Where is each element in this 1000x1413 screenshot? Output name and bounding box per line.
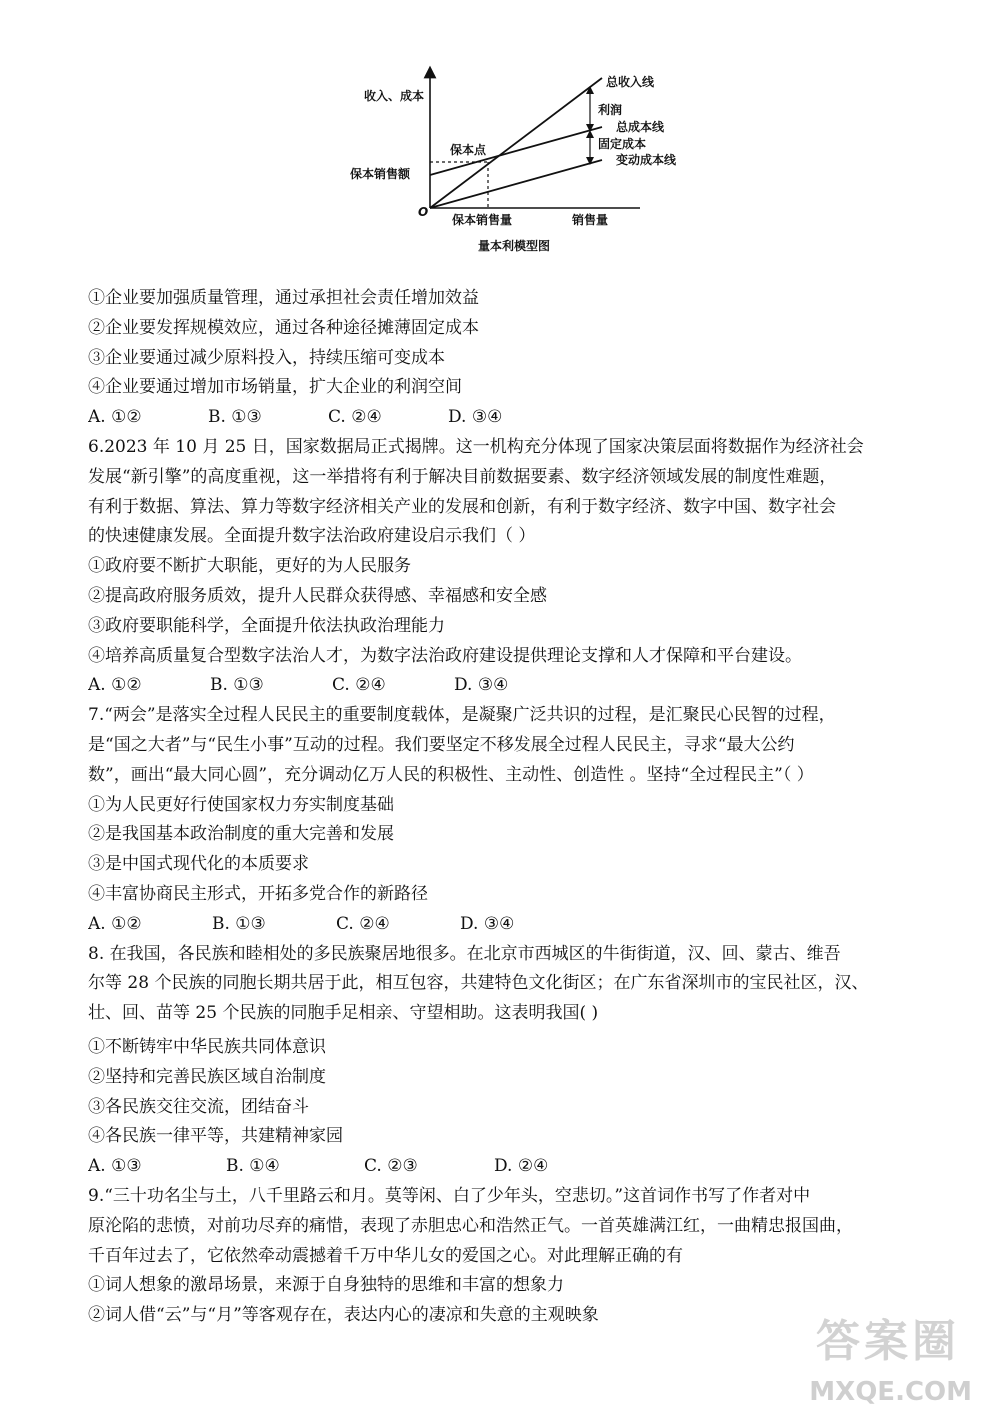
watermark-logo: 答案圈 <box>816 1316 960 1367</box>
cost-volume-profit-chart <box>340 60 720 260</box>
breakeven-point-label: 保本点 <box>450 143 487 157</box>
answer-choice: B. ①③ <box>208 407 262 428</box>
answer-choice: A. ①③ <box>88 1156 142 1177</box>
q8-stem: 壮、回、苗等 25 个民族的同胞手足相亲、守望相助。这表明我国( ) <box>88 1003 599 1024</box>
q7-option: ③是中国式现代化的本质要求 <box>88 854 309 875</box>
variable-cost-label: 变动成本线 <box>616 153 677 167</box>
q5-option: ④企业要通过增加市场销量，扩大企业的利润空间 <box>88 377 462 398</box>
q7-stem: 是“国之大者”与“民生小事”互动的过程。我们要坚定不移发展全过程人民民主，寻求“最大公约 <box>88 734 795 755</box>
q7-stem: 数”，画出“最大同心圆”，充分调动亿万人民的积极性、主动性、创造性 。坚持“全过程民主”（ ） <box>88 764 814 785</box>
answer-choice: C. ②④ <box>332 675 386 696</box>
y-axis-label: 收入、成本 <box>364 89 425 103</box>
q6-option: ③政府要职能科学，全面提升依法执政治理能力 <box>88 615 445 636</box>
q8-option: ①不断铸牢中华民族共同体意识 <box>88 1036 326 1057</box>
answer-choice: D. ③④ <box>448 407 503 428</box>
q6-stem: 有利于数据、算法、算力等数字经济相关产业的发展和创新，有利于数字经济、数字中国、数字社会 <box>88 496 836 517</box>
answer-choice: B. ①③ <box>210 675 264 696</box>
q7-option: ①为人民更好行使国家权力夯实制度基础 <box>88 794 394 815</box>
q6-option: ④培养高质量复合型数字法治人才，为数字法治政府建设提供理论支撑和人才保障和平台建设。 <box>88 645 802 666</box>
q9-stem: 原沦陷的悲愤，对前功尽弃的痛惜，表现了赤胆忠心和浩然正气。一首英雄满江红，一曲精忠报国曲， <box>88 1215 853 1236</box>
q9-option: ①词人想象的激昂场景，来源于自身独特的思维和丰富的想象力 <box>88 1275 564 1296</box>
profit-label: 利润 <box>598 103 623 117</box>
breakeven-revenue-label: 保本销售额 <box>350 167 411 181</box>
q8-answer-row <box>88 1152 928 1182</box>
q7-stem: 7.“两会”是落实全过程人民民主的重要制度载体，是凝聚广泛共识的过程，是汇聚民心民智的过程， <box>88 705 836 726</box>
q9-option: ②词人借“云”与“月”等客观存在，表达内心的凄凉和失意的主观映象 <box>88 1305 599 1326</box>
answer-choice: C. ②③ <box>364 1156 418 1177</box>
fixed-cost-label: 固定成本 <box>598 137 647 151</box>
q6-option: ①政府要不断扩大职能，更好的为人民服务 <box>88 556 411 577</box>
answer-choice: D. ③④ <box>460 913 515 934</box>
q5-answer-row <box>88 403 928 433</box>
q8-option: ②坚持和完善民族区域自治制度 <box>88 1066 326 1087</box>
q6-stem: 的快速健康发展。全面提升数字法治政府建设启示我们（ ） <box>88 526 536 547</box>
watermark-url: MXQE.COM <box>809 1377 972 1407</box>
question-content <box>88 284 928 1331</box>
breakeven-volume-label: 保本销售量 <box>452 213 513 227</box>
q6-stem: 6.2023 年 10 月 25 日，国家数据局正式揭牌。这一机构充分体现了国家决策层面将数据作为经济社会 <box>88 436 864 457</box>
answer-choice: A. ①② <box>88 675 142 696</box>
q7-option: ④丰富协商民主形式，开拓多党合作的新路径 <box>88 883 428 904</box>
x-axis-label: 销售量 <box>572 213 609 227</box>
answer-choice: A. ①② <box>88 913 142 934</box>
q6-stem: 发展“新引擎”的高度重视，这一举措将有利于解决目前数据要素、数字经济领域发展的制度性难题， <box>88 466 837 487</box>
answer-choice: A. ①② <box>88 407 142 428</box>
q5-option: ①企业要加强质量管理，通过承担社会责任增加效益 <box>88 288 479 308</box>
answer-choice: B. ①④ <box>226 1156 280 1177</box>
q6-option: ②提高政府服务质效，提升人民群众获得感、幸福感和安全感 <box>88 585 547 606</box>
q8-option: ④各民族一律平等，共建精神家园 <box>88 1126 343 1147</box>
chart-title: 量本利模型图 <box>478 239 551 253</box>
q7-option: ②是我国基本政治制度的重大完善和发展 <box>88 824 394 845</box>
total-revenue-label: 总收入线 <box>606 75 655 89</box>
q8-stem: 尔等 28 个民族的同胞长期共居于此，相互包容，共建特色文化街区；在广东省深圳市的宝民社区，汉、 <box>88 973 869 994</box>
q5-option: ③企业要通过减少原料投入，持续压缩可变成本 <box>88 347 445 368</box>
total-cost-label: 总成本线 <box>616 120 665 134</box>
q9-stem: 9.“三十功名尘与土，八千里路云和月。莫等闲、白了少年头，空悲切。”这首词作书写了作者对中 <box>88 1185 811 1206</box>
answer-choice: C. ②④ <box>328 407 382 428</box>
q5-option: ②企业要发挥规模效应，通过各种途径摊薄固定成本 <box>88 317 479 338</box>
q8-stem: 8. 在我国，各民族和睦相处的多民族聚居地很多。在北京市西城区的牛街街道，汉、回、蒙古、维吾 <box>88 943 841 964</box>
answer-choice: D. ③④ <box>454 675 509 696</box>
answer-choice: B. ①③ <box>212 913 266 934</box>
answer-choice: D. ②④ <box>494 1156 549 1177</box>
q9-stem: 千百年过去了，它依然牵动震撼着千万中华儿女的爱国之心。对此理解正确的有 <box>88 1245 683 1266</box>
q6-answer-row <box>88 671 928 701</box>
q7-answer-row <box>88 910 928 940</box>
chart-svg <box>340 60 720 260</box>
q8-option: ③各民族交往交流，团结奋斗 <box>88 1096 309 1117</box>
origin-label: O <box>418 205 429 219</box>
answer-choice: C. ②④ <box>336 913 390 934</box>
